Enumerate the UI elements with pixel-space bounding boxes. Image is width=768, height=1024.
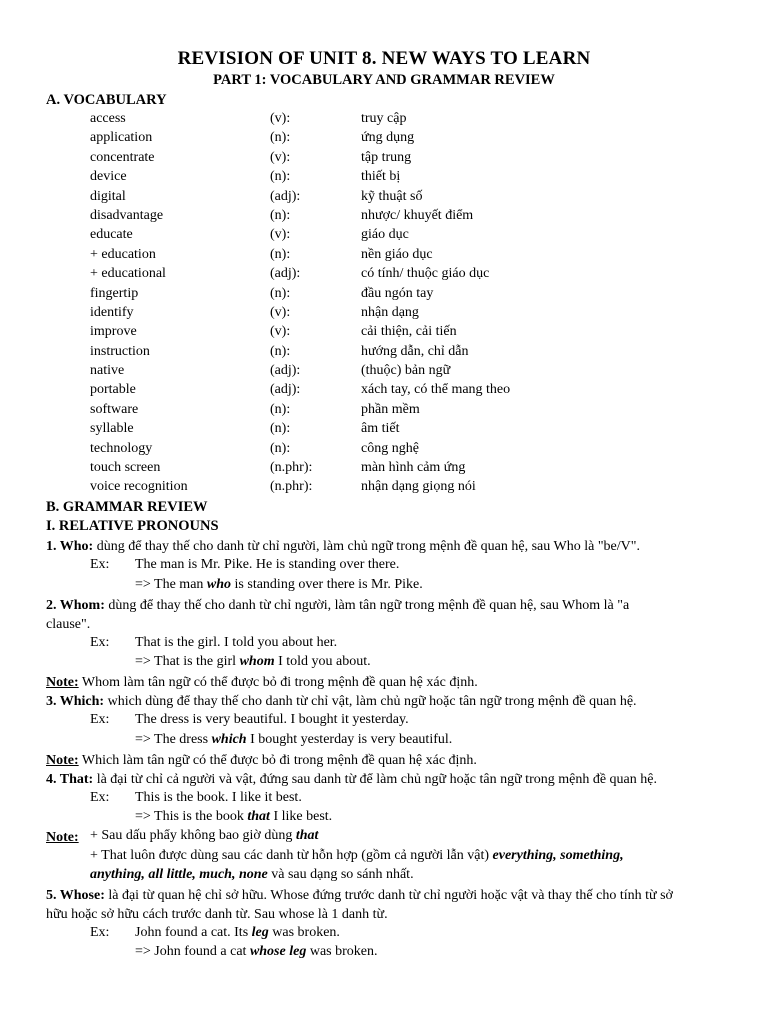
that-example-2 [135,809,332,825]
vocab-row [0,169,768,188]
vocab-row [0,130,768,149]
vocab-part-of-speech: (v): [270,149,291,165]
vocab-row [0,363,768,382]
that-note-3-emphasis: anything, all little, much, none [90,867,268,882]
whose-example-1-emphasis: leg [251,925,269,940]
vocab-meaning: nhược/ khuyết điểm [361,207,474,223]
vocab-part-of-speech: (n): [270,130,291,146]
who-example-1: The man is Mr. Pike. He is standing over there. [135,557,400,572]
whom-example-2-post: I told you about. [274,654,371,669]
that-note-line-1 [90,828,318,844]
vocab-word: identify [90,304,134,320]
which-note-label: Note: [46,753,79,768]
that-text: là đại từ chỉ cả người và vật, đứng sau danh từ để làm chủ ngữ hoặc tân ngữ trong mệnh đề quan hệ. [93,772,657,787]
vocab-row [0,247,768,266]
who-example-2 [135,577,423,593]
vocab-word: touch screen [90,460,161,476]
whose-label: 5. Whose: [46,888,105,903]
vocab-part-of-speech: (v): [270,304,291,320]
whose-example-2 [135,944,377,960]
vocab-row [0,382,768,401]
vocab-row [0,441,768,460]
vocab-part-of-speech: (n.phr): [270,460,313,476]
whose-ex-label: Ex: [90,925,110,940]
which-example-1: The dress is very beautiful. I bought it yesterday. [135,712,409,727]
whose-example-2-pre: => John found a cat [135,944,250,959]
vocab-word: software [90,401,139,417]
whom-note-text: Whom làm tân ngữ có thể được bỏ đi trong mệnh đề quan hệ xác định. [78,675,478,690]
vocab-heading: A. VOCABULARY [46,92,167,108]
that-label: 4. That: [46,772,94,787]
vocab-row [0,479,768,498]
vocab-meaning: phần mềm [361,401,420,417]
which-label: 3. Which: [46,694,105,709]
vocab-word: concentrate [90,149,155,165]
whom-ex-label: Ex: [90,635,110,650]
which-example-2-emphasis: which [211,732,247,747]
which-definition [46,692,726,711]
vocab-meaning: kỹ thuật số [361,188,423,204]
vocab-row [0,460,768,479]
whom-note-label: Note: [46,675,79,690]
vocab-meaning: âm tiết [361,421,400,437]
vocab-part-of-speech: (adj): [270,188,301,204]
vocab-row [0,189,768,208]
vocab-meaning: hướng dẫn, chỉ dẫn [361,343,469,359]
whom-example-2 [135,654,371,670]
vocab-meaning: có tính/ thuộc giáo dục [361,266,490,282]
vocab-word: improve [90,324,137,340]
vocab-row [0,305,768,324]
whose-example-1-post: was broken. [268,925,340,940]
whom-example-1: That is the girl. I told you about her. [135,635,338,650]
whose-definition [46,886,726,905]
whose-definition-cont: hữu hoặc sở hữu cách trước danh từ. Sau whose là 1 danh từ. [46,907,388,922]
that-note-line-2 [90,848,624,864]
who-definition [46,537,726,556]
vocab-row [0,286,768,305]
vocab-part-of-speech: (n): [270,401,291,417]
that-example-2-post: I like best. [269,809,333,824]
whom-example-2-emphasis: whom [239,654,275,669]
whom-text-line1: dùng để thay thế cho danh từ chỉ người, làm tân ngữ trong mệnh đề quan hệ, sau Whom là "a [104,598,630,613]
vocab-part-of-speech: (v): [270,111,291,126]
vocab-meaning: công nghệ [361,440,419,456]
which-example-2-pre: => The dress [135,732,212,747]
that-note-1-pre: + Sau dấu phẩy không bao giờ dùng [90,828,296,843]
whom-definition [46,596,726,615]
vocab-meaning: nhận dạng giọng nói [361,479,476,495]
vocab-word: fingertip [90,285,139,301]
vocab-meaning: (thuộc) bản ngữ [361,363,451,379]
vocab-word: application [90,130,153,146]
whose-example-1 [135,925,340,941]
vocab-meaning: nền giáo dục [361,246,433,262]
which-note-text: Which làm tân ngữ có thể được bỏ đi trong mệnh đề quan hệ xác định. [78,753,477,768]
which-example-2-post: I bought yesterday is very beautiful. [246,732,453,747]
relative-pronouns-heading: I. RELATIVE PRONOUNS [46,518,219,534]
vocab-part-of-speech: (adj): [270,266,301,282]
whose-example-2-post: was broken. [306,944,378,959]
vocab-row [0,421,768,440]
vocabulary-list [0,111,768,499]
vocab-part-of-speech: (n): [270,343,291,359]
vocab-part-of-speech: (n): [270,246,291,262]
whose-example-1-pre: John found a cat. Its [135,925,252,940]
who-example-2-pre: => The man [135,577,207,592]
which-note [46,751,726,770]
vocab-part-of-speech: (v): [270,227,291,243]
vocab-word: native [90,363,125,379]
who-example-2-emphasis: who [206,577,232,592]
that-note-line-3 [90,867,414,883]
vocab-word: + education [90,246,156,262]
vocab-word: + educational [90,266,166,282]
which-ex-label: Ex: [90,712,110,727]
vocab-meaning: truy cập [361,111,407,126]
page-title: REVISION OF UNIT 8. NEW WAYS TO LEARN [177,48,591,69]
vocab-row [0,324,768,343]
vocab-row [0,266,768,285]
vocab-part-of-speech: (n.phr): [270,479,313,495]
that-note-label: Note: [46,830,79,845]
vocab-word: portable [90,382,136,398]
whose-example-2-emphasis: whose leg [249,944,307,959]
that-note-1-emphasis: that [295,828,319,843]
vocab-meaning: màn hình cảm ứng [361,460,466,476]
vocab-word: disadvantage [90,207,164,223]
that-note-3-post: và sau dạng so sánh nhất. [267,867,414,882]
vocab-part-of-speech: (n): [270,421,291,437]
vocab-meaning: nhận dạng [361,304,419,320]
vocab-word: syllable [90,421,134,437]
vocab-meaning: xách tay, có thể mang theo [361,382,511,398]
vocab-part-of-speech: (adj): [270,363,301,379]
vocab-row [0,208,768,227]
vocab-part-of-speech: (n): [270,285,291,301]
vocab-part-of-speech: (v): [270,324,291,340]
vocab-row [0,111,768,130]
whose-text-line1: là đại từ quan hệ chỉ sở hữu. Whose đứng trước danh từ chỉ người hoặc vật và thay thế cho tính từ sở [104,888,673,903]
vocab-word: instruction [90,343,150,359]
vocab-part-of-speech: (adj): [270,382,301,398]
vocab-part-of-speech: (n): [270,440,291,456]
whom-note [46,673,726,692]
vocab-word: device [90,169,127,185]
who-example-2-post: is standing over there is Mr. Pike. [231,577,423,592]
which-text: which dùng để thay thế cho danh từ chỉ vật, làm chủ ngữ hoặc tân ngữ trong mệnh đề quan hệ. [104,694,637,709]
vocab-meaning: tập trung [361,149,412,165]
vocab-meaning: giáo dục [361,227,409,243]
that-note-2-pre: + That luôn được dùng sau các danh từ hỗn hợp (gồm cả người lẫn vật) [90,848,493,863]
that-example-2-emphasis: that [247,809,270,824]
who-text: dùng để thay thế cho danh từ chỉ người, làm chủ ngữ trong mệnh đề quan hệ, sau Who là "be/V". [93,539,640,554]
that-ex-label: Ex: [90,790,110,805]
vocab-word: digital [90,188,126,204]
vocab-word: access [90,111,126,126]
vocab-meaning: ứng dụng [361,130,415,146]
vocab-row [0,344,768,363]
vocab-word: voice recognition [90,479,188,495]
page-subtitle: PART 1: VOCABULARY AND GRAMMAR REVIEW [213,72,555,88]
whom-example-2-pre: => That is the girl [135,654,240,669]
whom-definition-cont: clause". [46,617,91,632]
vocab-meaning: thiết bị [361,169,401,185]
that-definition [46,770,726,789]
whom-label: 2. Whom: [46,598,105,613]
vocab-row [0,150,768,169]
who-label: 1. Who: [46,539,94,554]
vocab-word: technology [90,440,153,456]
vocab-meaning: cải thiện, cải tiến [361,324,457,340]
vocab-word: educate [90,227,133,243]
vocab-row [0,227,768,246]
vocab-part-of-speech: (n): [270,169,291,185]
vocab-part-of-speech: (n): [270,207,291,223]
that-example-1: This is the book. I like it best. [135,790,302,805]
that-note-2-emphasis: everything, something, [492,848,624,863]
vocab-meaning: đầu ngón tay [361,285,434,301]
grammar-heading: B. GRAMMAR REVIEW [46,499,208,515]
which-example-2 [135,732,452,748]
vocab-row [0,402,768,421]
that-example-2-pre: => This is the book [135,809,248,824]
who-ex-label: Ex: [90,557,110,572]
